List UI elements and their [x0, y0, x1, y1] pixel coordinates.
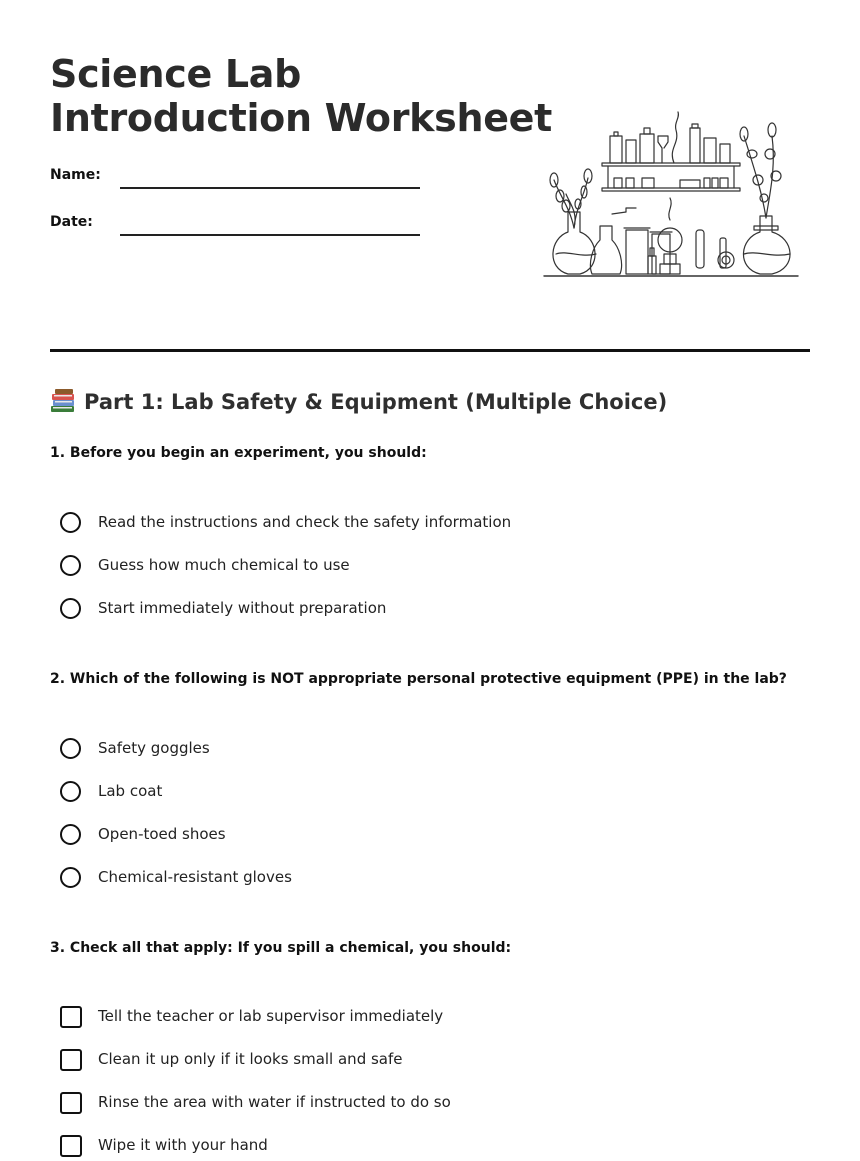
q1-option-2-label: Guess how much chemical to use	[98, 556, 350, 574]
q3-option-3-label: Rinse the area with water if instructed to do so	[98, 1093, 451, 1111]
page-title	[50, 52, 552, 140]
name-label: Name:	[50, 167, 101, 183]
date-field-row	[50, 214, 430, 238]
checkbox[interactable]	[60, 1092, 82, 1114]
q3-option-1-label: Tell the teacher or lab supervisor immediately	[98, 1007, 444, 1025]
lab-glassware-illustration	[540, 108, 802, 280]
question-3: 3. Check all that apply: If you spill a chemical, you should:	[50, 940, 512, 956]
q2-option-3-label: Open-toed shoes	[98, 825, 226, 843]
date-label: Date:	[50, 214, 93, 230]
q1-option-3-label: Start immediately without preparation	[98, 599, 387, 617]
q3-option-4-label: Wipe it with your hand	[98, 1136, 268, 1154]
radio-button[interactable]	[60, 738, 81, 759]
radio-button[interactable]	[60, 598, 81, 619]
date-input[interactable]	[120, 234, 420, 236]
title-line-2: Introduction Worksheet	[50, 96, 553, 140]
part1-title	[50, 389, 667, 414]
name-input[interactable]	[120, 187, 420, 189]
radio-button[interactable]	[60, 781, 81, 802]
title-line-1: Science Lab	[50, 52, 302, 96]
checkbox[interactable]	[60, 1006, 82, 1028]
checkbox[interactable]	[60, 1135, 82, 1157]
radio-button[interactable]	[60, 555, 81, 576]
q2-option-4-label: Chemical-resistant gloves	[98, 868, 292, 886]
radio-button[interactable]	[60, 512, 81, 533]
books-icon	[50, 389, 76, 413]
question-2: 2. Which of the following is NOT appropriate personal protective equipment (PPE) in the lab?	[50, 671, 787, 687]
question-1: 1. Before you begin an experiment, you should:	[50, 445, 427, 461]
section-divider	[50, 349, 810, 352]
radio-button[interactable]	[60, 867, 81, 888]
q1-option-1-label: Read the instructions and check the safety information	[98, 513, 512, 531]
part1-title-text: Part 1: Lab Safety & Equipment (Multiple Choice)	[84, 390, 668, 414]
radio-button[interactable]	[60, 824, 81, 845]
q3-option-2-label: Clean it up only if it looks small and safe	[98, 1050, 403, 1068]
checkbox[interactable]	[60, 1049, 82, 1071]
name-field-row	[50, 167, 430, 191]
q2-option-1-label: Safety goggles	[98, 739, 210, 757]
q2-option-2-label: Lab coat	[98, 782, 163, 800]
